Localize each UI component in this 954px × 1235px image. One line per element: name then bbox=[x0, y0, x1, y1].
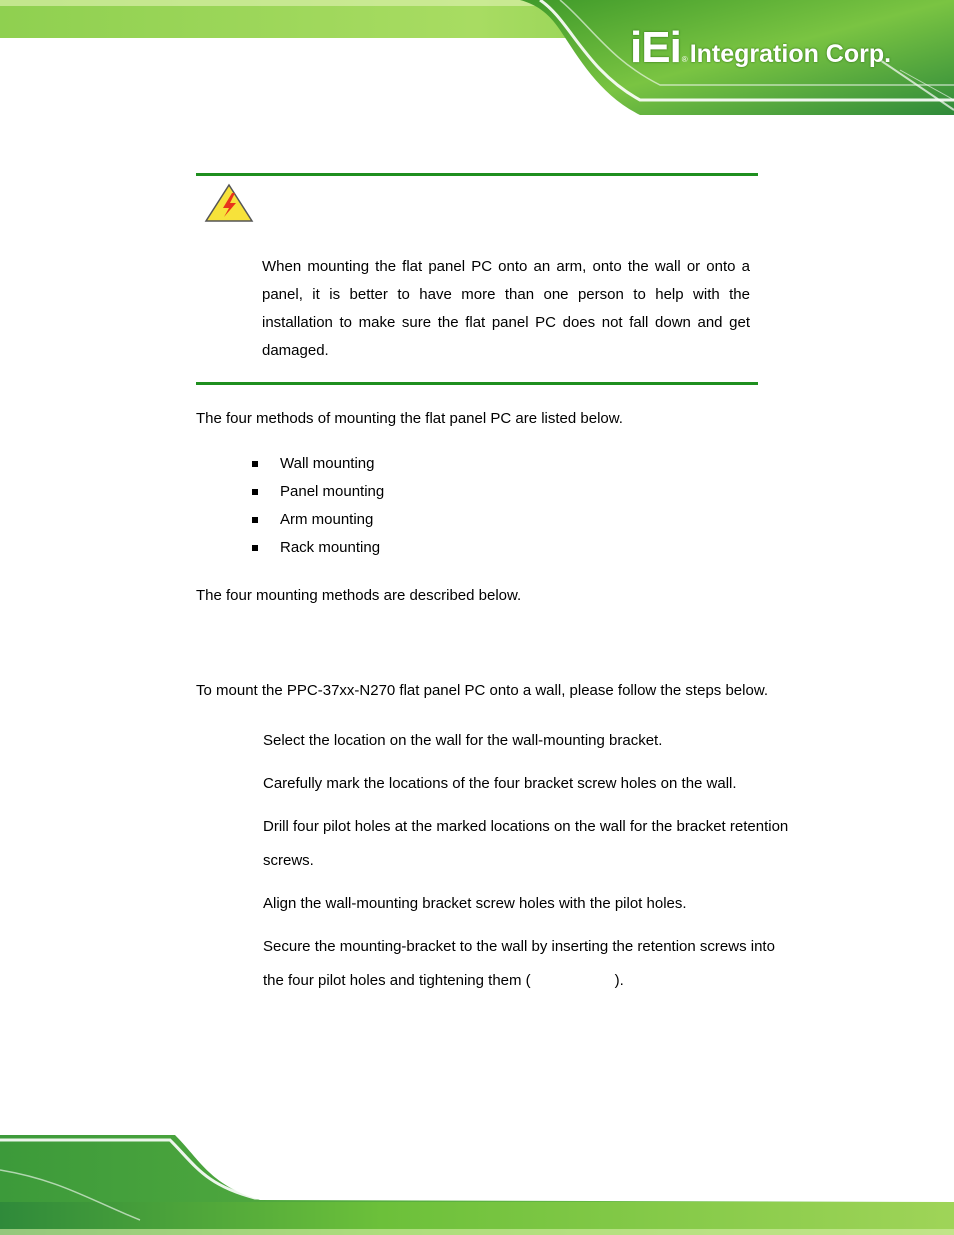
list-item: Wall mounting bbox=[252, 454, 384, 482]
warning-bottom-rule bbox=[196, 382, 758, 385]
logo-mark: iEi bbox=[630, 23, 681, 72]
company-logo bbox=[630, 23, 892, 72]
list-item: Rack mounting bbox=[252, 538, 384, 566]
bullet-square-icon bbox=[252, 545, 258, 551]
bullet-square-icon bbox=[252, 517, 258, 523]
methods-note: The four mounting methods are described below. bbox=[196, 587, 522, 604]
step-4: Align the wall-mounting bracket screw holes with the pilot holes. bbox=[263, 895, 687, 912]
step-5: Secure the mounting-bracket to the wall by inserting the retention screws into the four pilot holes and tightening them ( ). bbox=[263, 938, 775, 989]
step-1: Select the location on the wall for the wall-mounting bracket. bbox=[263, 732, 663, 749]
bullet-square-icon bbox=[252, 461, 258, 467]
warning-top-rule bbox=[196, 173, 758, 176]
warning-triangle-icon bbox=[204, 183, 254, 223]
warning-text: When mounting the flat panel PC onto an arm, onto the wall or onto a panel, it is better to have more than one person to help with the installation to make sure the flat panel PC does not fall down and get damaged. bbox=[262, 258, 750, 359]
step-3: Drill four pilot holes at the marked locations on the wall for the bracket retention screws. bbox=[263, 818, 789, 869]
list-item: Panel mounting bbox=[252, 482, 384, 510]
intro-paragraph: The four methods of mounting the flat panel PC are listed below. bbox=[196, 410, 623, 427]
list-item: Arm mounting bbox=[252, 510, 384, 538]
logo-registered: ® bbox=[681, 55, 688, 64]
step-2: Carefully mark the locations of the four bracket screw holes on the wall. bbox=[263, 775, 737, 792]
wall-mount-intro: To mount the PPC-37xx-N270 flat panel PC onto a wall, please follow the steps below. bbox=[196, 682, 768, 699]
bullet-square-icon bbox=[252, 489, 258, 495]
mounting-methods-list bbox=[252, 454, 384, 566]
logo-name: Integration Corp. bbox=[689, 40, 892, 68]
footer-banner bbox=[0, 1130, 954, 1235]
